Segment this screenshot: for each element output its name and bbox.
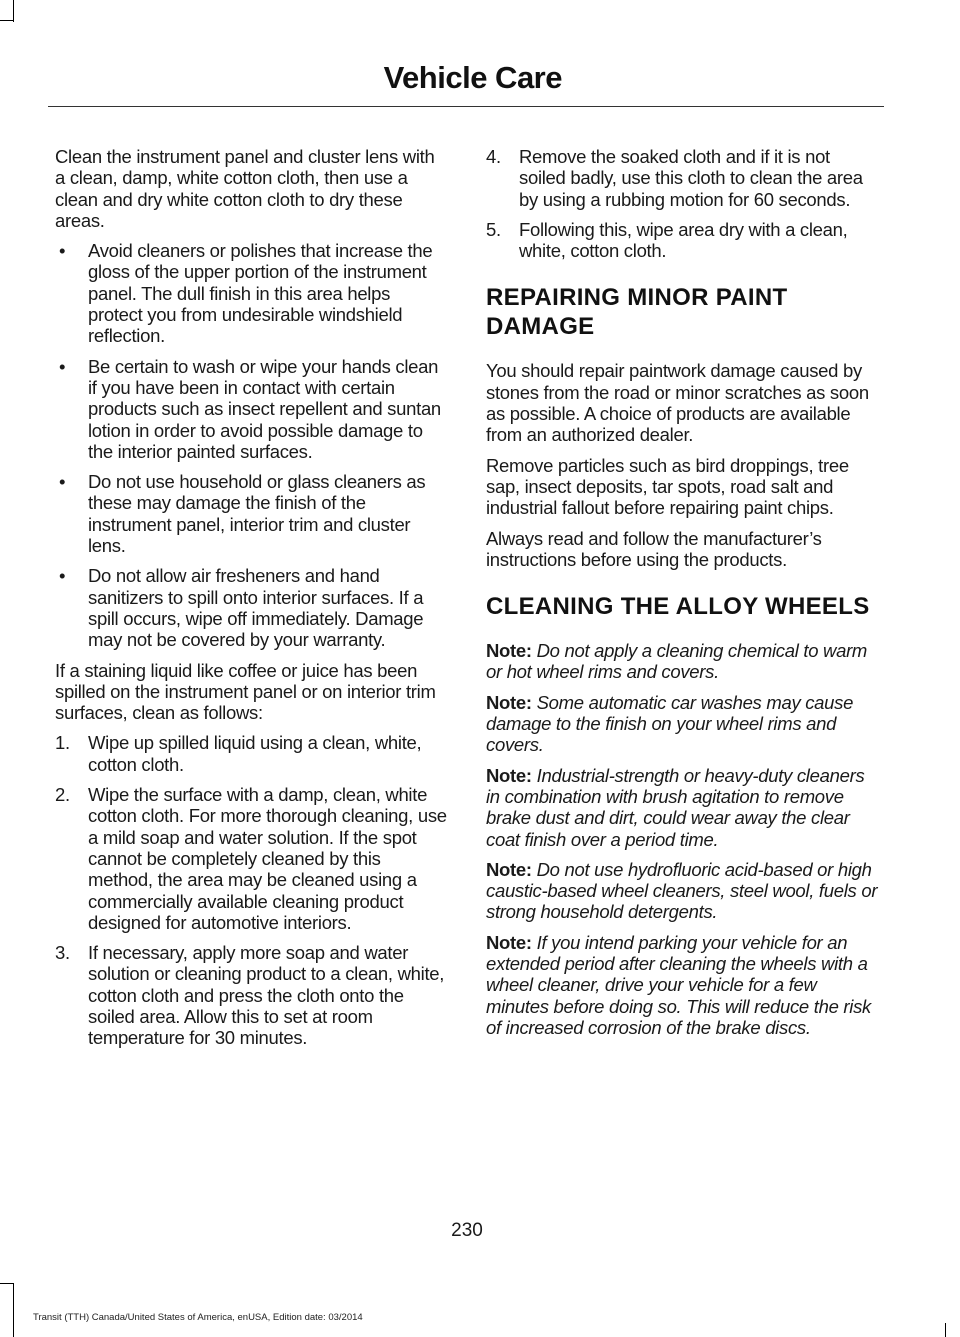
bullet-icon: •: [59, 355, 66, 377]
step-item: [486, 146, 881, 210]
intro-paragraph: Clean the instrument panel and cluster lens with a clean, damp, white cotton cloth, then use a clean and dry white cotton cloth to dry these areas.: [55, 146, 435, 231]
wheels-heading: CLEANING THE ALLOY WHEELS: [486, 593, 870, 621]
step-item: [55, 732, 448, 775]
left-column: [55, 146, 448, 1058]
bullet-icon: •: [59, 471, 66, 493]
step-text: Remove the soaked cloth and if it is not soiled badly, use this cloth to clean the area by using a rubbing motion for 60 seconds.: [519, 146, 863, 210]
footer-edition: Transit (TTH) Canada/United States of America, enUSA, Edition date: 03/2014: [33, 1312, 363, 1323]
paint-paragraph: You should repair paintwork damage caused by stones from the road or minor scratches as soon as possible. A choice of products are available from an authorized dealer.: [486, 360, 869, 446]
step-number: 1.: [55, 732, 70, 754]
note: [486, 859, 881, 923]
paint-heading: REPAIRING MINOR PAINT DAMAGE: [486, 284, 788, 341]
crop-mark: [0, 20, 14, 21]
note-text: If you intend parking your vehicle for an extended period after cleaning the wheels with a wheel cleaner, drive your vehicle for a few minutes before doing so. This will reduce the risk of increased corrosion of the brake discs.: [486, 931, 871, 1038]
list-item: [55, 471, 448, 556]
note-label: Note:: [486, 858, 532, 880]
paint-paragraph: Remove particles such as bird droppings, tree sap, insect deposits, tar spots, road salt and industrial fallout before repairing paint chips.: [486, 454, 849, 519]
note-text: Do not use hydrofluoric acid-based or high caustic-based wheel cleaners, steel wool, fuels or strong household detergents.: [486, 858, 878, 923]
note-text: Some automatic car washes may cause damage to the finish on your wheel rims and covers.: [486, 691, 854, 756]
bullet-text: Avoid cleaners or polishes that increase the gloss of the upper portion of the instrument panel. The dull finish in this area helps protect you from undesirable windshield reflection.: [88, 240, 433, 347]
right-column: [486, 146, 881, 1047]
note-text: Do not apply a cleaning chemical to warm or hot wheel rims and covers.: [486, 640, 868, 683]
note: [486, 692, 881, 756]
note-label: Note:: [486, 764, 532, 786]
crop-mark: [13, 1283, 14, 1337]
step-number: 4.: [486, 146, 501, 167]
note: [486, 765, 881, 850]
step-item: [486, 219, 881, 262]
crop-mark: [0, 1283, 14, 1284]
bullet-text: Do not use household or glass cleaners as these may damage the finish of the instrument panel, interior trim and cluster lens.: [88, 471, 426, 557]
list-item: [55, 240, 448, 346]
note: [486, 640, 881, 683]
header-divider: [48, 106, 884, 107]
step-number: 2.: [55, 784, 70, 806]
crop-mark: [945, 1323, 946, 1337]
list-item: [55, 356, 448, 462]
note: [486, 932, 881, 1038]
step-number: 3.: [55, 942, 70, 964]
note-text: Industrial-strength or heavy-duty cleaners in combination with brush agitation to remove brake dust and dirt, could wear away the clear coat finish over a period time.: [486, 764, 865, 850]
section-title: Vehicle Care: [383, 60, 562, 95]
step-text: Wipe up spilled liquid using a clean, white, cotton cloth.: [88, 732, 422, 775]
step-item: [55, 784, 448, 933]
list-item: [55, 565, 448, 650]
note-label: Note:: [486, 931, 532, 953]
step-item: [55, 942, 448, 1048]
step-text: If necessary, apply more soap and water solution or cleaning product to a clean, white, cotton cloth and press the cloth onto the soiled area. Allow this to set at room temperature for 30 minutes.: [88, 942, 445, 1049]
bullet-text: Be certain to wash or wipe your hands clean if you have been in contact with certain products such as insect repellent and suntan lotion in order to avoid possible damage to the interior painted surfaces.: [88, 355, 441, 462]
bullet-text: Do not allow air fresheners and hand sanitizers to spill onto interior surfaces. If a spill occurs, wipe off immediately. Damage may not be covered by your warranty.: [88, 565, 424, 651]
note-label: Note:: [486, 640, 532, 662]
step-text: Following this, wipe area dry with a clean, white, cotton cloth.: [519, 218, 848, 262]
step-number: 5.: [486, 218, 501, 240]
note-label: Note:: [486, 691, 532, 713]
crop-mark: [13, 0, 14, 22]
paint-paragraph: Always read and follow the manufacturer’s instructions before using the products.: [486, 527, 822, 570]
step-text: Wipe the surface with a damp, clean, white cotton cloth. For more thorough cleaning, use a mild soap and water solution. If the spot cannot be completely cleaned by this method, the area may be cleaned using a commercially available cleaning product designed for automotive interiors.: [88, 784, 447, 933]
staining-intro: If a staining liquid like coffee or juice has been spilled on the instrument panel or on interior trim surfaces, clean as follows:: [55, 659, 436, 724]
page-number: 230: [451, 1220, 483, 1241]
bullet-icon: •: [59, 565, 66, 587]
bullet-icon: •: [59, 240, 66, 262]
